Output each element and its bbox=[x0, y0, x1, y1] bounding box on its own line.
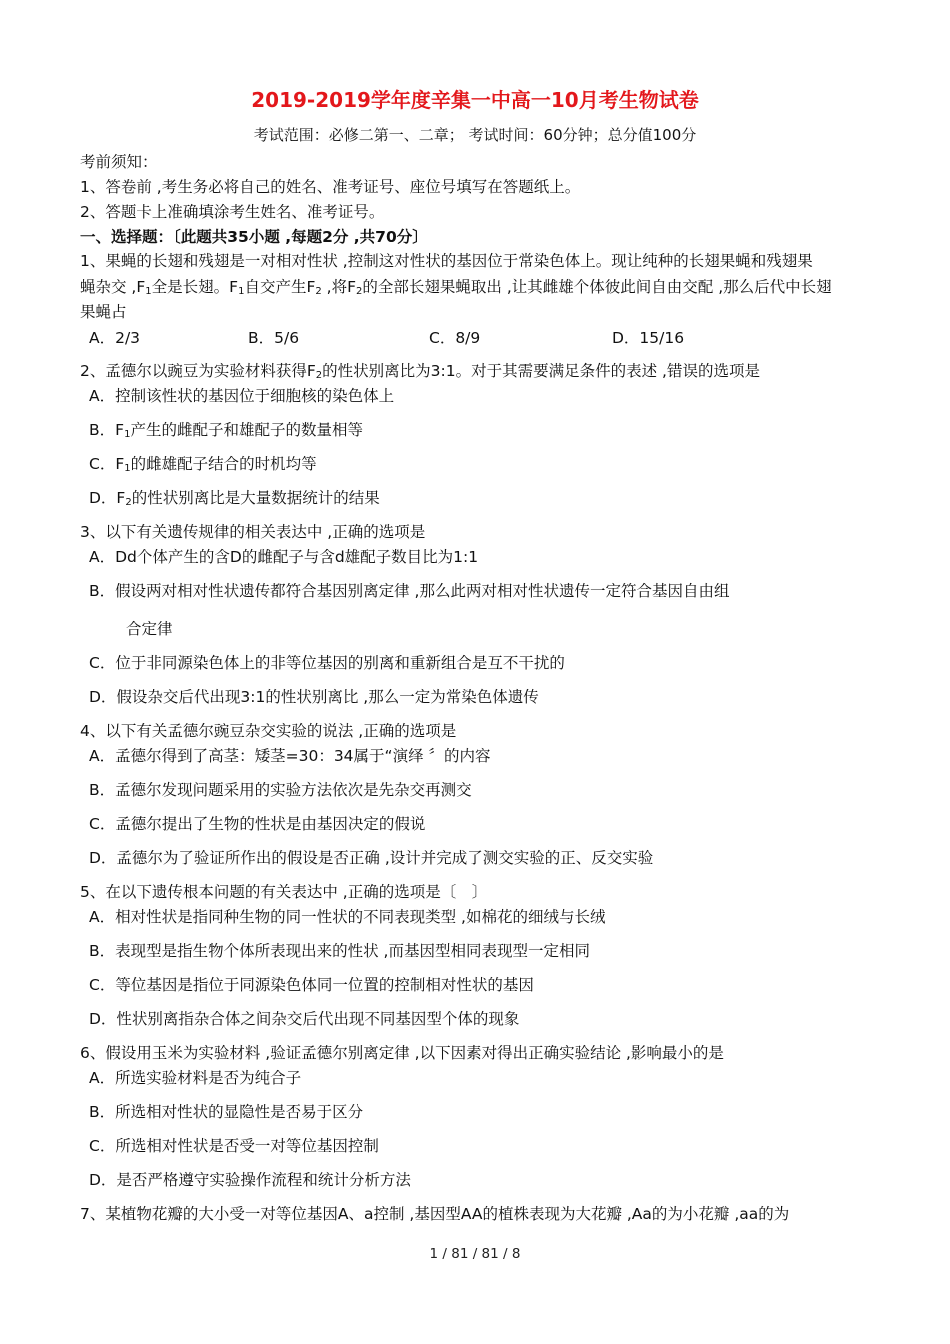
option-a: A．相对性状是指同种生物的同一性状的不同表现类型 ,如棉花的细绒与长绒 bbox=[89, 908, 606, 926]
option-b: B．孟德尔发现问题采用的实验方法依次是先杂交再测交 bbox=[89, 781, 472, 799]
question-1-stem: 1、果蝇的长翅和残翅是一对相对性状 ,控制这对性状的基因位于常染色体上。现让纯种的长翅果蝇和残翅果 bbox=[80, 252, 813, 270]
option-a: A．孟德尔得到了高茎：矮茎=30：34属于“演绎 〞的内容 bbox=[89, 747, 491, 765]
option-b: B．5/6 bbox=[248, 329, 300, 347]
page-number: 1 / 81 / 81 / 8 bbox=[429, 1246, 521, 1262]
question-4-stem: 4、以下有关孟德尔豌豆杂交实验的说法 ,正确的选项是 bbox=[80, 722, 457, 740]
question-6-stem: 6、假设用玉米为实验材料 ,验证孟德尔别离定律 ,以下因素对得出正确实验结论 ,影响最小的是 bbox=[80, 1044, 724, 1062]
note-item: 2、答题卡上准确填涂考生姓名、准考证号。 bbox=[80, 203, 385, 221]
option-d: D．$F_2$的性状别离比是大量数据统计的结果 bbox=[89, 489, 380, 508]
option-a: A．2/3 bbox=[89, 329, 141, 347]
option-d: D．15/16 bbox=[612, 329, 685, 347]
question-1-stem: 蝇杂交 $,F_1$全是长翅。$F_1$自交产生$F_2$ ,将$F_2$的全部长翅果蝇取出 ,让其雌雄个体彼此间自由交配 ,那么后代中长翅 bbox=[80, 278, 832, 297]
note-item: 1、答卷前 ,考生务必将自己的姓名、准考证号、座位号填写在答题纸上。 bbox=[80, 178, 581, 196]
option-a: A．所选实验材料是否为纯合子 bbox=[89, 1069, 302, 1087]
option-c: C．位于非同源染色体上的非等位基因的别离和重新组合是互不干扰的 bbox=[89, 654, 565, 672]
section-heading: 一、选择题：〔此题共35小题 ,每题2分 ,共70分〕 bbox=[80, 228, 428, 246]
exam-info: 考试范围：必修二第一、二章； 考试时间：60分钟；总分值100分 bbox=[253, 126, 697, 144]
option-c: C．所选相对性状是否受一对等位基因控制 bbox=[89, 1137, 379, 1155]
option-b: B．所选相对性状的显隐性是否易于区分 bbox=[89, 1103, 364, 1121]
question-1-stem: 果蝇占 bbox=[80, 303, 127, 321]
option-b: B．表现型是指生物个体所表现出来的性状 ,而基因型相同表现型一定相同 bbox=[89, 942, 590, 960]
option-b: B．假设两对相对性状遗传都符合基因别离定律 ,那么此两对相对性状遗传一定符合基因自由组 bbox=[89, 582, 730, 600]
question-2-stem: 2、孟德尔以豌豆为实验材料获得$F_2$的性状别离比为3:1。对于其需要满足条件的表述 ,错误的选项是 bbox=[80, 362, 760, 381]
option-a: A．Dd个体产生的含D的雌配子与含d雄配子数目比为1:1 bbox=[89, 548, 479, 566]
option-c: C．8/9 bbox=[429, 329, 481, 347]
question-7-stem: 7、某植物花瓣的大小受一对等位基因A、a控制 ,基因型AA的植株表现为大花瓣 ,Aa的为小花瓣 ,aa的为 bbox=[80, 1205, 790, 1223]
option-a: A．控制该性状的基因位于细胞核的染色体上 bbox=[89, 387, 395, 405]
option-d: D．假设杂交后代出现3:1的性状别离比 ,那么一定为常染色体遗传 bbox=[89, 688, 539, 706]
notes-heading: 考前须知： bbox=[80, 153, 158, 171]
option-b-continued: 合定律 bbox=[126, 620, 173, 638]
option-d: D．是否严格遵守实验操作流程和统计分析方法 bbox=[89, 1171, 411, 1189]
question-3-stem: 3、以下有关遗传规律的相关表达中 ,正确的选项是 bbox=[80, 523, 426, 541]
option-b: B．$F_1$产生的雌配子和雄配子的数量相等 bbox=[89, 421, 363, 440]
option-d: D．性状别离指杂合体之间杂交后代出现不同基因型个体的现象 bbox=[89, 1010, 520, 1028]
question-5-stem: 5、在以下遗传根本问题的有关表达中 ,正确的选项是〔 〕 bbox=[80, 883, 488, 901]
option-d: D．孟德尔为了验证所作出的假设是否正确 ,设计并完成了测交实验的正、反交实验 bbox=[89, 849, 654, 867]
option-c: C．$F_1$的雌雄配子结合的时机均等 bbox=[89, 455, 317, 474]
option-c: C．等位基因是指位于同源染色体同一位置的控制相对性状的基因 bbox=[89, 976, 534, 994]
option-c: C．孟德尔提出了生物的性状是由基因决定的假说 bbox=[89, 815, 426, 833]
page-title: 2019-2019学年度辛集一中高一10月考生物试卷 bbox=[251, 88, 699, 112]
